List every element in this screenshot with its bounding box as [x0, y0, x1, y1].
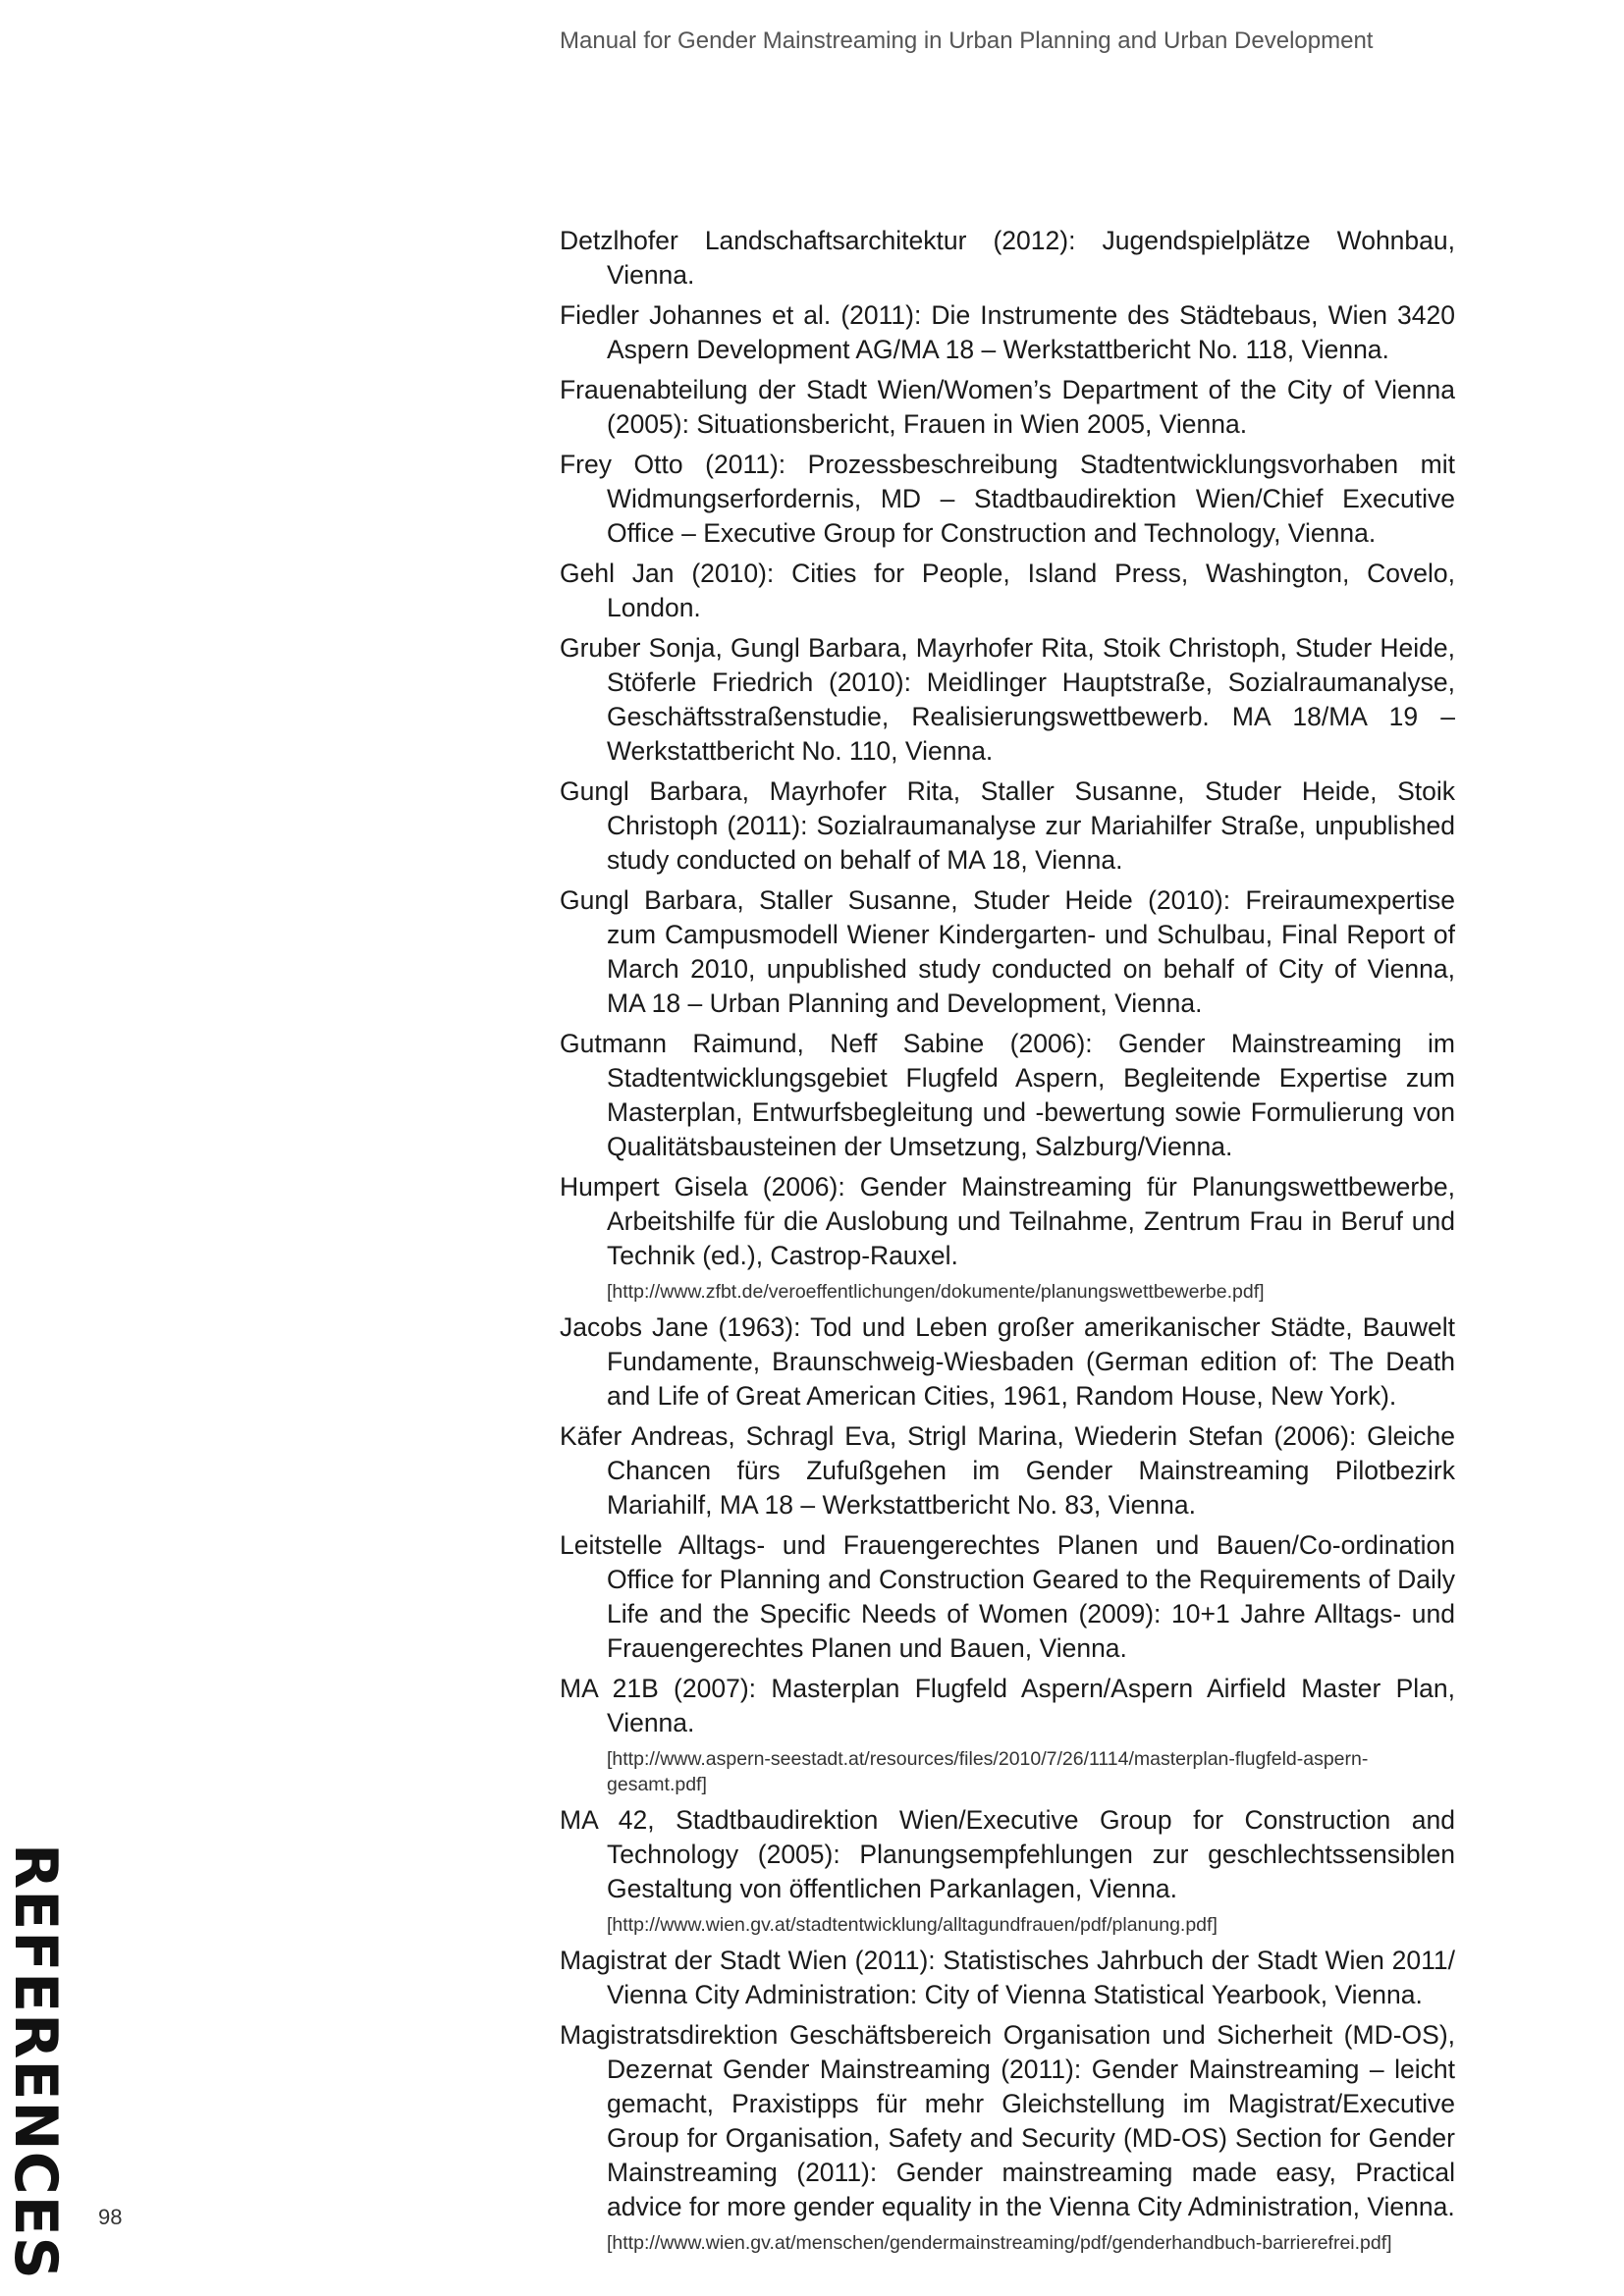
section-title: REFERENCES [1, 1843, 70, 2280]
reference-entry [560, 1027, 1455, 1164]
reference-text: Magistratsdirektion Geschäftsbereich Organisation und Sicherheit (MD-OS), Dezernat Gender Mainstreaming (2011): Gender Mainstreaming – leicht gemacht, Praxistipps für mehr Gleichstellung im Magistrat/Executive Group for Organisation, Safety and Security (MD-OS) Section for Gender Mainstreaming (2011): Gender mainstreaming made easy, Practical advice for more gender equality in the Vienna City Administration, Vienna. [560, 2020, 1455, 2221]
reference-entry [560, 557, 1455, 625]
reference-entry [560, 448, 1455, 551]
reference-text: Gutmann Raimund, Neff Sabine (2006): Gender Mainstreaming im Stadtentwicklungsgebiet Flugfeld Aspern, Begleitende Expertise zum Masterplan, Entwurfsbegleitung und -bewertung sowie Formulierung von Qualitätsbausteinen der Umsetzung, Salzburg/Vienna. [560, 1029, 1455, 1161]
page-number: 98 [98, 2205, 123, 2229]
reference-entry [560, 224, 1455, 293]
reference-text: Gruber Sonja, Gungl Barbara, Mayrhofer Rita, Stoik Christoph, Studer Heide, Stöferle Friedrich (2010): Meidlinger Hauptstraße, Sozialraumanalyse, Geschäftsstraßenstudie, Realisierungswettbewerb. MA 18/MA 19 – Werkstattbericht No. 110, Vienna. [560, 633, 1455, 766]
reference-text: Gungl Barbara, Mayrhofer Rita, Staller Susanne, Studer Heide, Stoik Christoph (2011): Sozialraumanalyse zur Mariahilfer Straße, unpublished study conducted on behalf of MA 18, Vienna. [560, 776, 1455, 875]
reference-entry [560, 1419, 1455, 1522]
reference-text: Magistrat der Stadt Wien (2011): Statistisches Jahrbuch der Stadt Wien 2011/ Vienna City Administration: City of Vienna Statistical Yearbook, Vienna. [560, 1946, 1455, 2009]
reference-entry [560, 1170, 1455, 1305]
running-header: Manual for Gender Mainstreaming in Urban Planning and Urban Development [560, 27, 1374, 54]
reference-text: Frey Otto (2011): Prozessbeschreibung Stadtentwicklungsvorhaben mit Widmungserfordernis, MD – Stadtbaudirektion Wien/Chief Executive Office – Executive Group for Construction and Technology, Vienna. [560, 450, 1455, 548]
reference-entry [560, 1310, 1455, 1414]
reference-text: Leitstelle Alltags- und Frauengerechtes Planen und Bauen/Co-ordination Office for Planning and Construction Geared to the Requirements of Daily Life and the Specific Needs of Women (2009): 10+1 Jahre Alltags- und Frauengerechtes Planen und Bauen, Vienna. [560, 1530, 1455, 1663]
reference-entry [560, 774, 1455, 878]
reference-text: Detzlhofer Landschaftsarchitektur (2012): Jugendspielplätze Wohnbau, Vienna. [560, 226, 1455, 290]
section-sidebar [0, 1843, 108, 2285]
reference-entry [560, 1803, 1455, 1938]
reference-list [560, 224, 1455, 2262]
reference-entry [560, 883, 1455, 1021]
reference-text: Humpert Gisela (2006): Gender Mainstreaming für Planungswettbewerbe, Arbeitshilfe für die Auslobung und Teilnahme, Zentrum Frau in Beruf und Technik (ed.), Castrop-Rauxel. [560, 1172, 1455, 1270]
reference-url-link[interactable]: [http://www.aspern-seestadt.at/resources/files/2010/7/26/1114/masterplan-flugfeld-aspern-gesamt.pdf] [607, 1748, 1369, 1795]
reference-url-link[interactable]: [http://www.wien.gv.at/menschen/gendermainstreaming/pdf/genderhandbuch-barrierefrei.pdf] [607, 2232, 1392, 2254]
reference-entry [560, 298, 1455, 367]
reference-text: Jacobs Jane (1963): Tod und Leben großer amerikanischer Städte, Bauwelt Fundamente, Braunschweig-Wiesbaden (German edition of: The Death and Life of Great American Cities, 1961, Random House, New York). [560, 1312, 1455, 1411]
reference-text: Fiedler Johannes et al. (2011): Die Instrumente des Städtebaus, Wien 3420 Aspern Development AG/MA 18 – Werkstattbericht No. 118, Vienna. [560, 300, 1455, 364]
reference-url-link[interactable]: [http://www.zfbt.de/veroeffentlichungen/dokumente/planungswettbewerbe.pdf] [607, 1281, 1265, 1303]
reference-text: MA 21B (2007): Masterplan Flugfeld Aspern/Aspern Airfield Master Plan, Vienna. [560, 1674, 1455, 1737]
reference-entry [560, 631, 1455, 769]
reference-entry [560, 1672, 1455, 1797]
reference-entry [560, 1528, 1455, 1666]
reference-text: Frauenabteilung der Stadt Wien/Women’s Department of the City of Vienna (2005): Situationsbericht, Frauen in Wien 2005, Vienna. [560, 375, 1455, 439]
reference-entry [560, 373, 1455, 442]
reference-entry [560, 1944, 1455, 2012]
reference-text: Gehl Jan (2010): Cities for People, Island Press, Washington, Covelo, London. [560, 559, 1455, 622]
reference-entry [560, 2018, 1455, 2256]
reference-text: Gungl Barbara, Staller Susanne, Studer Heide (2010): Freiraumexpertise zum Campusmodell Wiener Kindergarten- und Schulbau, Final Report of March 2010, unpublished study conducted on behalf of City of Vienna, MA 18 – Urban Planning and Development, Vienna. [560, 885, 1455, 1018]
reference-url-link[interactable]: [http://www.wien.gv.at/stadtentwicklung/alltagundfrauen/pdf/planung.pdf] [607, 1914, 1218, 1936]
reference-text: Käfer Andreas, Schragl Eva, Strigl Marina, Wiederin Stefan (2006): Gleiche Chancen fürs Zufußgehen im Gender Mainstreaming Pilotbezirk Mariahilf, MA 18 – Werkstattbericht No. 83, Vienna. [560, 1421, 1455, 1520]
reference-text: MA 42, Stadtbaudirektion Wien/Executive Group for Construction and Technology (2005): Planungsempfehlungen zur geschlechtssensiblen Gestaltung von öffentlichen Parkanlagen, Vienna. [560, 1805, 1455, 1903]
